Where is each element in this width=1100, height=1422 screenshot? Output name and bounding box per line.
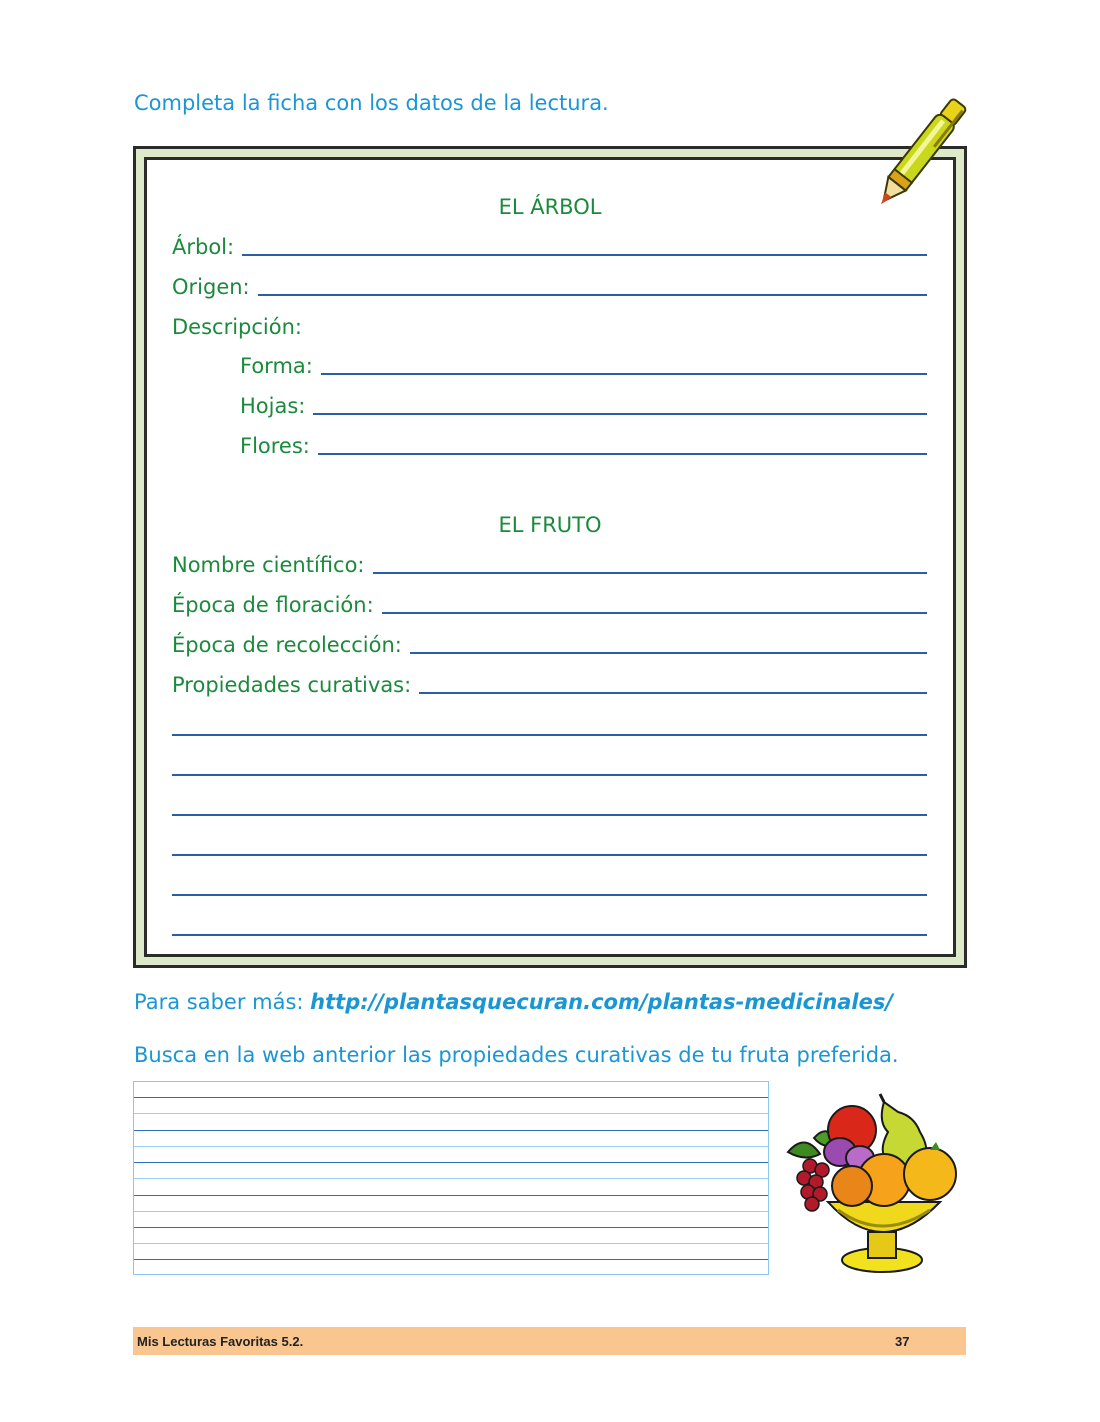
field-nombre-cientifico-label: Nombre científico: xyxy=(172,553,365,577)
writing-line xyxy=(134,1178,768,1179)
field-descripcion-label: Descripción: xyxy=(172,315,302,339)
writing-line xyxy=(134,1227,768,1228)
field-descripcion xyxy=(172,309,927,339)
field-recoleccion-line[interactable] xyxy=(410,652,927,654)
writing-line xyxy=(134,1211,768,1212)
page-number: 37 xyxy=(895,1334,910,1349)
field-arbol[interactable] xyxy=(172,229,927,259)
answer-line[interactable] xyxy=(172,734,927,736)
pen-icon xyxy=(860,86,980,226)
field-hojas[interactable] xyxy=(240,388,927,418)
writing-line xyxy=(134,1195,768,1196)
field-floracion-line[interactable] xyxy=(382,612,927,614)
footer-title: Mis Lecturas Favoritas 5.2. xyxy=(137,1334,304,1349)
writing-line xyxy=(134,1113,768,1114)
more-info-link[interactable]: http://plantasquecuran.com/plantas-medicinales/ xyxy=(310,990,894,1014)
more-info xyxy=(134,990,893,1014)
tree-section-title: EL ÁRBOL xyxy=(498,195,602,219)
field-propiedades-line[interactable] xyxy=(419,692,927,694)
field-flores[interactable] xyxy=(240,428,927,458)
field-recoleccion-label: Época de recolección: xyxy=(172,633,402,657)
form-card-inner xyxy=(144,157,956,957)
field-floracion[interactable] xyxy=(172,587,927,617)
field-recoleccion[interactable] xyxy=(172,627,927,657)
writing-area[interactable] xyxy=(133,1081,769,1275)
field-forma[interactable] xyxy=(240,348,927,378)
writing-line xyxy=(134,1097,768,1098)
instruction-complete: Completa la ficha con los datos de la lectura. xyxy=(134,91,609,115)
field-hojas-line[interactable] xyxy=(313,413,927,415)
field-origen-line[interactable] xyxy=(258,294,927,296)
field-arbol-line[interactable] xyxy=(242,254,927,256)
writing-line xyxy=(134,1243,768,1244)
field-flores-line[interactable] xyxy=(318,453,927,455)
writing-line xyxy=(134,1146,768,1147)
answer-line[interactable] xyxy=(172,934,927,936)
writing-line xyxy=(134,1130,768,1131)
writing-line xyxy=(134,1162,768,1163)
form-card xyxy=(133,146,967,968)
field-origen[interactable] xyxy=(172,269,927,299)
answer-line[interactable] xyxy=(172,774,927,776)
field-flores-label: Flores: xyxy=(240,434,310,458)
field-forma-line[interactable] xyxy=(321,373,927,375)
field-forma-label: Forma: xyxy=(240,354,313,378)
page-footer xyxy=(133,1327,966,1355)
field-nombre-cientifico[interactable] xyxy=(172,547,927,577)
field-floracion-label: Época de floración: xyxy=(172,593,374,617)
field-propiedades[interactable] xyxy=(172,667,927,697)
instruction-search: Busca en la web anterior las propiedades curativas de tu fruta preferida. xyxy=(134,1043,899,1067)
answer-line[interactable] xyxy=(172,854,927,856)
field-arbol-label: Árbol: xyxy=(172,235,235,259)
field-origen-label: Origen: xyxy=(172,275,250,299)
answer-line[interactable] xyxy=(172,814,927,816)
more-info-label: Para saber más: xyxy=(134,990,304,1014)
field-propiedades-label: Propiedades curativas: xyxy=(172,673,412,697)
field-nombre-cientifico-line[interactable] xyxy=(373,572,928,574)
field-hojas-label: Hojas: xyxy=(240,394,306,418)
fruit-section-title: EL FRUTO xyxy=(498,513,602,537)
fruit-bowl-icon xyxy=(780,1092,970,1282)
answer-line[interactable] xyxy=(172,894,927,896)
writing-line xyxy=(134,1259,768,1260)
